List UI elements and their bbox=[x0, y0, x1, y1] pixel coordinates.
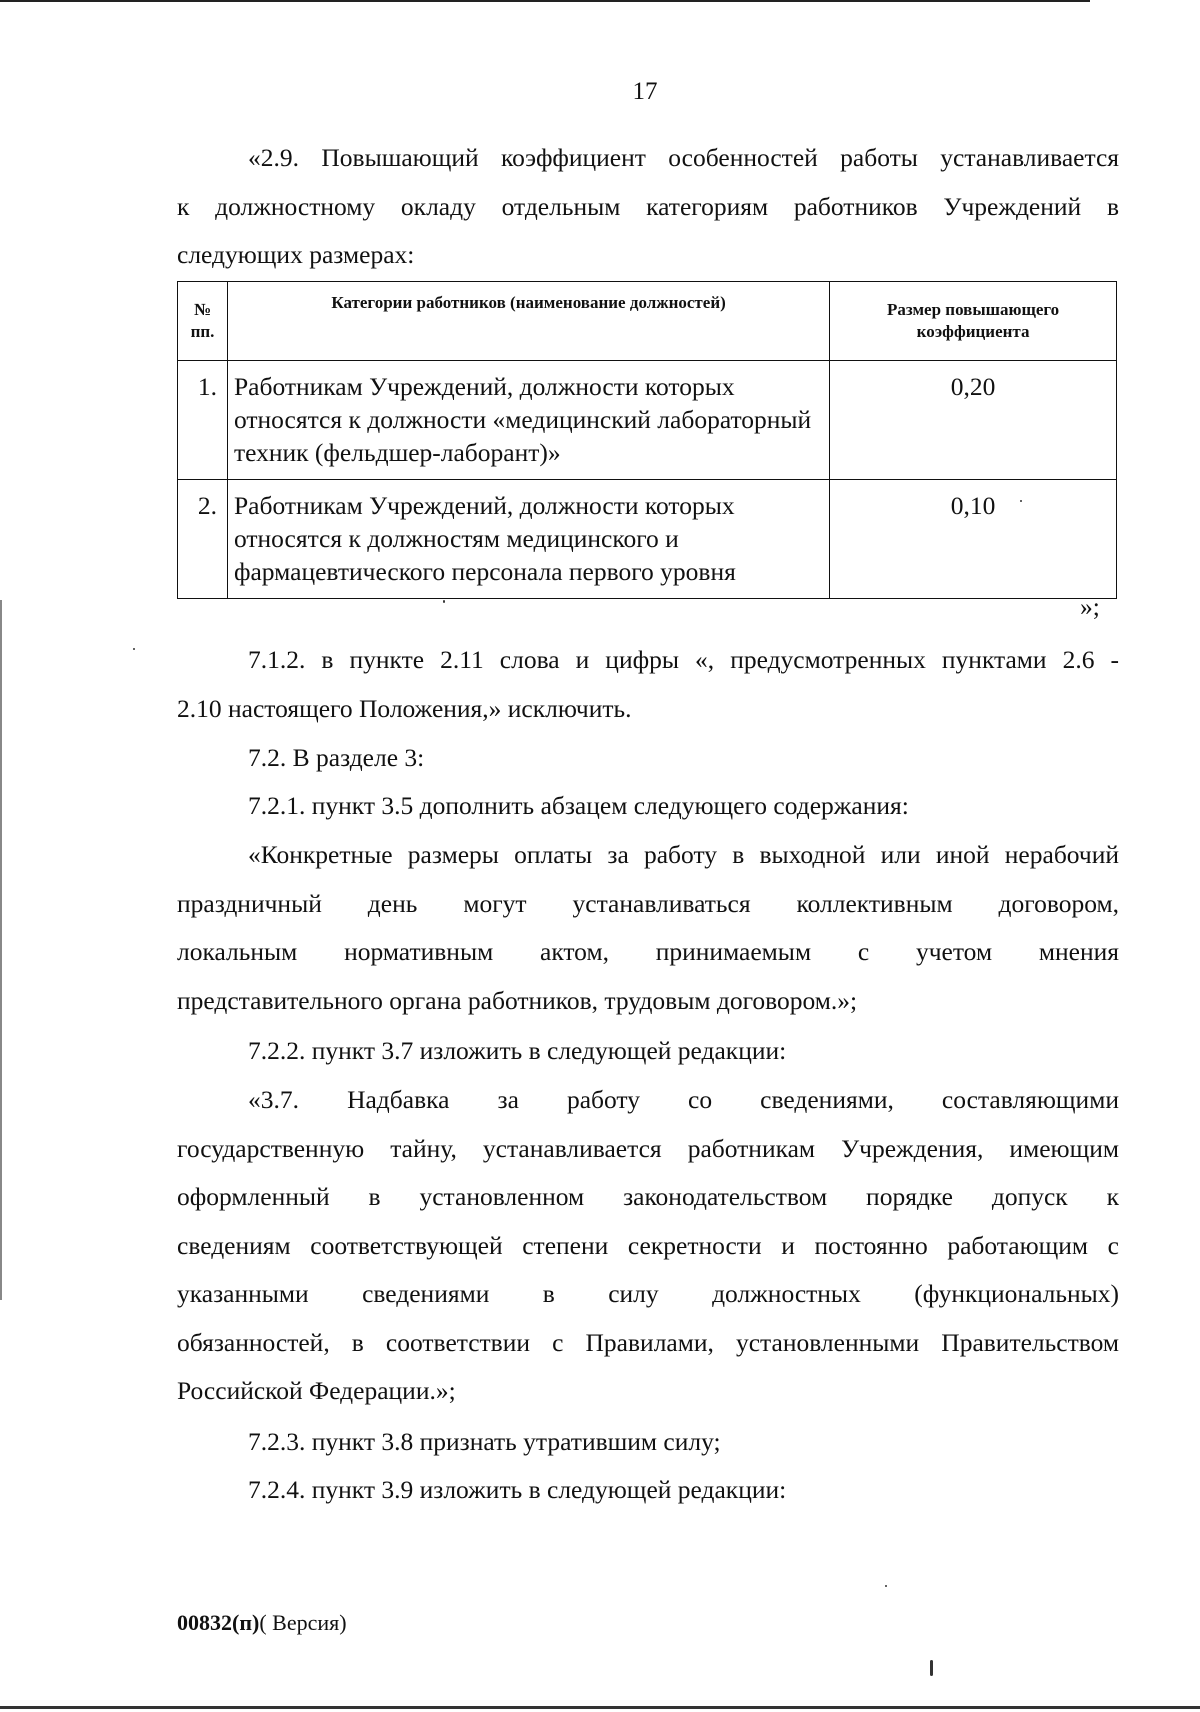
header-category: Категории работников (наименование должностей) bbox=[227, 282, 829, 361]
p712-line-2: 2.10 настоящего Положения,» исключить. bbox=[177, 693, 632, 723]
scan-speck bbox=[1020, 500, 1022, 502]
q35-line-2: праздничный день могут устанавливаться коллективным договором, bbox=[177, 888, 1119, 918]
p712-line-1: 7.1.2. в пункте 2.11 слова и цифры «, предусмотренных пунктами 2.6 - bbox=[248, 645, 1119, 674]
row-2-value: 0,10 bbox=[830, 480, 1117, 599]
paragraph-7-1-2 bbox=[177, 636, 1119, 733]
q37-line-6: обязанностей, в соответствии с Правилами, установленными Правительством bbox=[177, 1327, 1119, 1357]
header-num: № пп. bbox=[178, 282, 228, 361]
intro-paragraph bbox=[177, 134, 1119, 280]
quote-3-5 bbox=[177, 831, 1119, 1025]
footer-code: 00832(п) bbox=[177, 1610, 260, 1635]
scan-mark bbox=[930, 1660, 933, 1676]
document-footer bbox=[177, 1610, 347, 1636]
paragraph-7-2-1 bbox=[177, 782, 1119, 831]
p722-line: 7.2.2. пункт 3.7 изложить в следующей редакции: bbox=[248, 1036, 787, 1065]
scan-bottom-edge bbox=[0, 1706, 1200, 1709]
intro-line-1: «2.9. Повышающий коэффициент особенностей работы устанавливается bbox=[248, 143, 1119, 172]
q35-line-1: «Конкретные размеры оплаты за работу в выходной или иной нерабочий bbox=[248, 840, 1119, 869]
paragraph-7-2-3 bbox=[177, 1418, 1119, 1467]
table-row bbox=[178, 480, 1117, 599]
row-1-category: Работникам Учреждений, должности которых относятся к должности «медицинский лабораторный техник (фельдшер-лаборант)» bbox=[227, 361, 829, 480]
scan-top-edge bbox=[0, 0, 1090, 2]
q37-line-3: оформленный в установленном законодательством порядке допуск к bbox=[177, 1182, 1119, 1211]
row-1-num: 1. bbox=[178, 361, 228, 480]
row-1-value: 0,20 bbox=[830, 361, 1117, 480]
q35-line-4: представительного органа работников, трудовым договором.»; bbox=[177, 985, 858, 1015]
q35-line-3: локальным нормативным актом, принимаемым с учетом мнения bbox=[177, 937, 1119, 966]
page-number: 17 bbox=[632, 78, 658, 105]
p724-line: 7.2.4. пункт 3.9 изложить в следующей редакции: bbox=[248, 1475, 787, 1504]
p723-line: 7.2.3. пункт 3.8 признать утратившим силу; bbox=[248, 1427, 721, 1456]
row-2-num: 2. bbox=[178, 480, 228, 599]
q37-line-5: указанными сведениями в силу должностных (функциональных) bbox=[177, 1279, 1119, 1308]
footer-version: ( Версия) bbox=[259, 1610, 347, 1635]
intro-line-2: к должностному окладу отдельным категориям работников Учреждений в bbox=[177, 191, 1119, 221]
q37-line-4: сведениям соответствующей степени секретности и постоянно работающим с bbox=[177, 1230, 1119, 1260]
q37-line-1: «3.7. Надбавка за работу со сведениями, составляющими bbox=[248, 1085, 1119, 1114]
table-header-row bbox=[178, 282, 1117, 361]
header-size: Размер повышающего коэффициента bbox=[830, 282, 1117, 361]
scan-speck bbox=[443, 600, 445, 603]
q37-line-2: государственную тайну, устанавливается работникам Учреждения, имеющим bbox=[177, 1133, 1119, 1163]
paragraph-7-2-4 bbox=[177, 1466, 1119, 1515]
scan-speck bbox=[885, 1585, 887, 1587]
row-2-category: Работникам Учреждений, должности которых относятся к должностям медицинского и фармацевтического персонала первого уровня bbox=[227, 480, 829, 599]
table-row bbox=[178, 361, 1117, 480]
paragraph-7-2-2 bbox=[177, 1027, 1119, 1076]
p72-line: 7.2. В разделе 3: bbox=[248, 743, 425, 772]
coefficient-table bbox=[177, 281, 1117, 599]
p721-line: 7.2.1. пункт 3.5 дополнить абзацем следующего содержания: bbox=[248, 791, 909, 820]
q37-line-7: Российской Федерации.»; bbox=[177, 1376, 456, 1405]
quote-3-7 bbox=[177, 1076, 1119, 1416]
scan-speck bbox=[133, 648, 135, 650]
paragraph-7-2 bbox=[177, 734, 1119, 783]
scan-left-edge bbox=[0, 600, 2, 1300]
intro-line-3: следующих размерах: bbox=[177, 240, 415, 269]
table-closing-quote: »; bbox=[1080, 592, 1100, 621]
